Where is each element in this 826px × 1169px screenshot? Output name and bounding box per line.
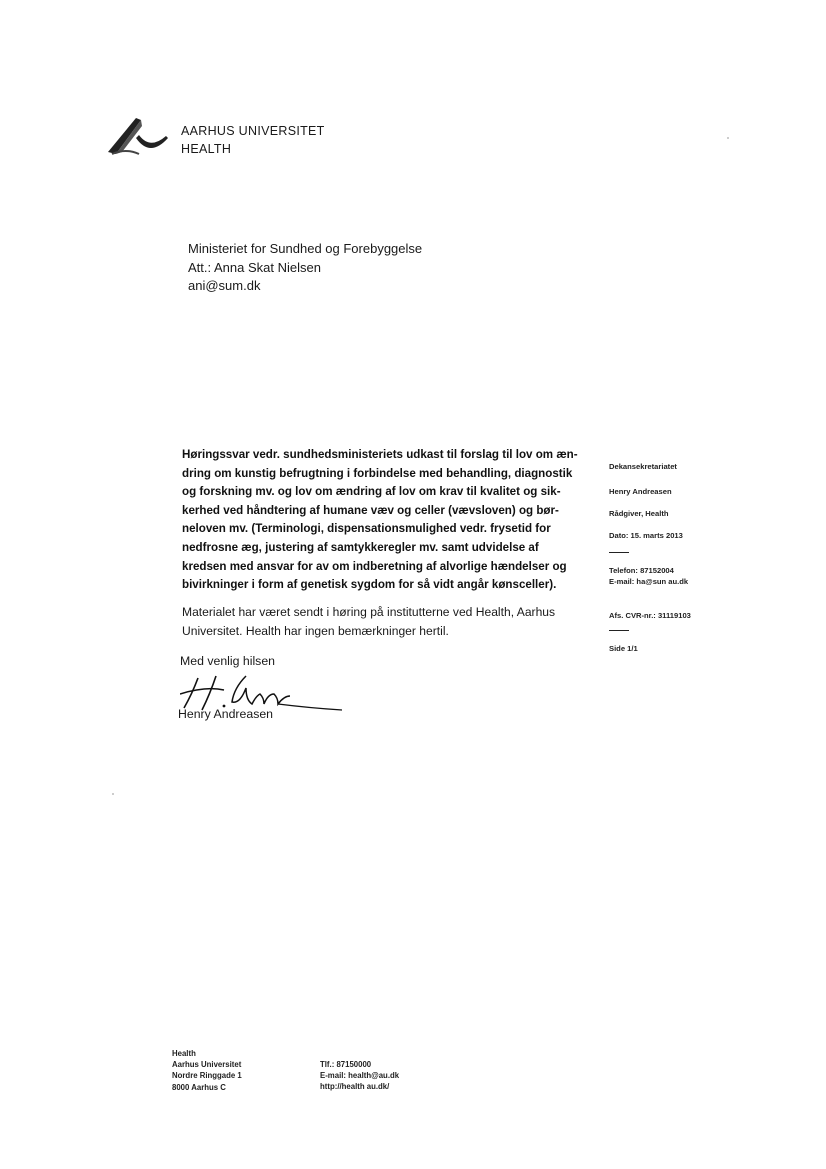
subject-line: Høringssvar vedr. sundhedsministeriets udkast til forslag til lov om æn- — [182, 448, 578, 461]
scan-speck — [727, 137, 729, 139]
subject-line: bivirkninger i form af genetisk sygdom for så vidt angår kønsceller). — [182, 578, 557, 592]
subject-line: og forskning mv. og lov om ændring af lov om krav til kvalitet og sik- — [182, 485, 561, 499]
footer-email: E-mail: health@au.dk — [320, 1071, 400, 1081]
subject-line: neloven mv. (Terminologi, dispensationsmulighed vedr. frysetid for — [182, 522, 551, 536]
footer-university: Aarhus Universitet — [172, 1060, 242, 1070]
recipient-organization: Ministeriet for Sundhed og Forebyggelse — [188, 241, 423, 256]
closing-greeting: Med venlig hilsen — [180, 654, 276, 668]
sidebar-divider — [609, 552, 629, 553]
sidebar-department: Dekansekretariatet — [609, 462, 677, 471]
sidebar-phone: Telefon: 87152004 — [609, 566, 674, 575]
footer-address — [172, 1048, 242, 1093]
letter-subject — [182, 446, 592, 595]
footer-city: 8000 Aarhus C — [172, 1082, 226, 1092]
sidebar-name: Henry Andreasen — [609, 487, 672, 496]
footer-phone: Tlf.: 87150000 — [320, 1060, 372, 1069]
recipient-email: ani@sum.dk — [188, 278, 261, 293]
letter-body — [182, 603, 592, 640]
footer-contact — [320, 1059, 399, 1093]
subject-line: dring om kunstig befrugtning i forbindelse med behandling, diagnostik — [182, 466, 573, 480]
body-line: Universitet. Health har ingen bemærkninger hertil. — [182, 623, 449, 638]
sidebar-email: E-mail: ha@sun au.dk — [609, 577, 689, 586]
scan-speck — [112, 793, 114, 795]
subject-line: nedfrosne æg, justering af samtykkeregler mv. samt udvidelse af — [182, 540, 539, 554]
subject-line: kerhed ved håndtering af humane væv og celler (vævsloven) og bør- — [182, 503, 559, 517]
logo-line-university: AARHUS UNIVERSITET — [181, 124, 325, 138]
footer-website: http://health au.dk/ — [320, 1082, 390, 1092]
footer-org: Health — [172, 1049, 196, 1058]
footer-street: Nordre Ringgade 1 — [172, 1071, 242, 1081]
recipient-attention: Att.: Anna Skat Nielsen — [188, 259, 321, 275]
sidebar-page-number: Side 1/1 — [609, 644, 638, 653]
logo-line-faculty: HEALTH — [181, 142, 232, 156]
body-line: Materialet har været sendt i høring på institutterne ved Health, Aarhus — [182, 605, 556, 619]
subject-line: kredsen med ansvar for av om indberetning af alvorlige hændelser og — [182, 559, 567, 573]
sidebar-divider — [609, 630, 629, 631]
sidebar-cvr: Afs. CVR-nr.: 31119103 — [609, 611, 691, 620]
aarhus-university-seal-icon — [106, 114, 172, 160]
sidebar-date: Dato: 15. marts 2013 — [609, 531, 683, 540]
university-logo-text — [181, 122, 325, 158]
sidebar-title: Rådgiver, Health — [609, 509, 669, 518]
recipient-address — [188, 240, 422, 296]
signer-name: Henry Andreasen — [178, 707, 274, 721]
